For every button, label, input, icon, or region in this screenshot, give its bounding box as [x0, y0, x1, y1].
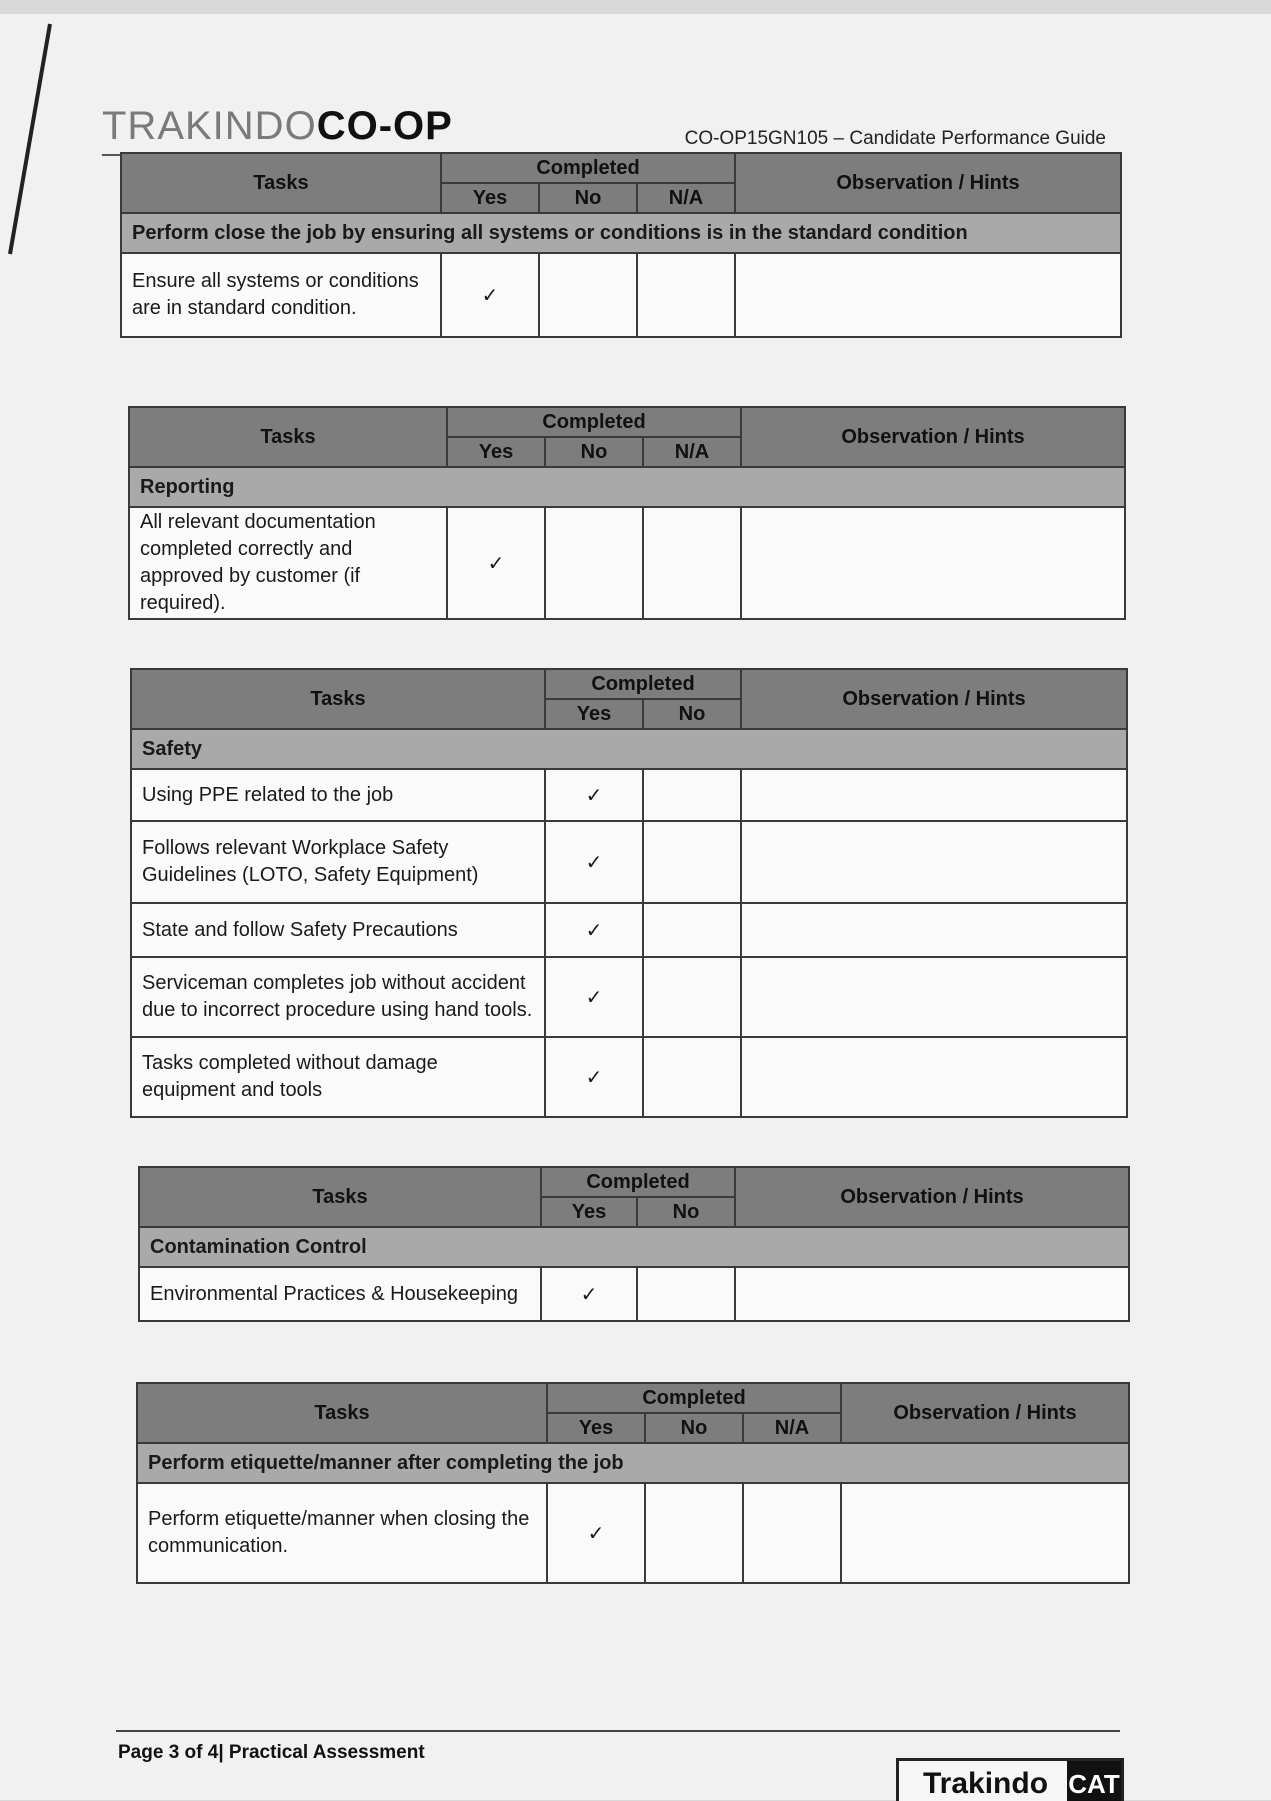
task-table-etiquette	[136, 1382, 1130, 1584]
no-cell	[643, 1037, 741, 1117]
yes-check-icon: ✓	[447, 507, 545, 619]
observation-cell	[735, 1267, 1129, 1321]
na-header: N/A	[643, 437, 741, 467]
task-text: Using PPE related to the job	[131, 769, 545, 821]
logo-text-light: TRAKINDO	[102, 104, 317, 148]
task-text: Follows relevant Workplace Safety Guidelines (LOTO, Safety Equipment)	[131, 821, 545, 903]
tasks-header: Tasks	[131, 669, 545, 729]
observation-header: Observation / Hints	[735, 1167, 1129, 1227]
company-logo	[102, 104, 453, 149]
observation-cell	[741, 821, 1127, 903]
completed-header: Completed	[547, 1383, 841, 1413]
na-cell	[743, 1483, 841, 1583]
footer-brand-box: CAT	[1067, 1761, 1121, 1801]
completed-header: Completed	[541, 1167, 735, 1197]
yes-header: Yes	[541, 1197, 637, 1227]
tasks-header: Tasks	[137, 1383, 547, 1443]
yes-check-icon: ✓	[545, 821, 643, 903]
task-table-close-job	[120, 152, 1122, 338]
yes-header: Yes	[441, 183, 539, 213]
yes-check-icon: ✓	[545, 957, 643, 1037]
observation-header: Observation / Hints	[741, 407, 1125, 467]
yes-check-icon: ✓	[545, 769, 643, 821]
na-header: N/A	[637, 183, 735, 213]
no-cell	[637, 1267, 735, 1321]
task-table-reporting	[128, 406, 1126, 620]
footer-brand-text: Trakindo	[923, 1767, 1049, 1800]
no-header: No	[545, 437, 643, 467]
table-row	[131, 957, 1127, 1037]
na-header: N/A	[743, 1413, 841, 1443]
observation-header: Observation / Hints	[741, 669, 1127, 729]
no-header: No	[643, 699, 741, 729]
completed-header: Completed	[447, 407, 741, 437]
no-cell	[645, 1483, 743, 1583]
na-cell	[643, 507, 741, 619]
task-text: Environmental Practices & Housekeeping	[139, 1267, 541, 1321]
table-row	[131, 903, 1127, 957]
table-row	[129, 507, 1125, 619]
table-row	[137, 1483, 1129, 1583]
table-row	[131, 1037, 1127, 1117]
section-title: Contamination Control	[139, 1227, 1129, 1267]
no-cell	[643, 821, 741, 903]
no-header: No	[637, 1197, 735, 1227]
tasks-header: Tasks	[129, 407, 447, 467]
document-page	[0, 14, 1271, 1800]
section-title: Safety	[131, 729, 1127, 769]
task-table-safety	[130, 668, 1128, 1118]
observation-cell	[841, 1483, 1129, 1583]
document-title: CO-OP15GN105 – Candidate Performance Guide	[684, 128, 1106, 149]
no-cell	[643, 957, 741, 1037]
table-row	[121, 253, 1121, 337]
task-text: Serviceman completes job without accident due to incorrect procedure using hand tools.	[131, 957, 545, 1037]
task-table-contamination	[138, 1166, 1130, 1322]
table-row	[139, 1267, 1129, 1321]
no-cell	[643, 769, 741, 821]
completed-header: Completed	[545, 669, 741, 699]
yes-header: Yes	[447, 437, 545, 467]
table-row	[131, 821, 1127, 903]
task-text: Perform etiquette/manner when closing the communication.	[137, 1483, 547, 1583]
observation-cell	[741, 903, 1127, 957]
task-text: Tasks completed without damage equipment and tools	[131, 1037, 545, 1117]
task-text: All relevant documentation completed correctly and approved by customer (if required).	[129, 507, 447, 619]
yes-check-icon: ✓	[545, 903, 643, 957]
paper-edge-shadow	[0, 14, 60, 274]
table-row	[131, 769, 1127, 821]
observation-cell	[735, 253, 1121, 337]
no-cell	[643, 903, 741, 957]
na-cell	[637, 253, 735, 337]
page-header	[102, 94, 1116, 156]
completed-header: Completed	[441, 153, 735, 183]
no-header: No	[645, 1413, 743, 1443]
observation-cell	[741, 1037, 1127, 1117]
yes-check-icon: ✓	[541, 1267, 637, 1321]
observation-cell	[741, 769, 1127, 821]
observation-cell	[741, 507, 1125, 619]
tasks-header: Tasks	[121, 153, 441, 213]
task-text: Ensure all systems or conditions are in standard condition.	[121, 253, 441, 337]
logo-text-bold: CO-OP	[316, 104, 453, 148]
observation-header: Observation / Hints	[735, 153, 1121, 213]
yes-check-icon: ✓	[545, 1037, 643, 1117]
section-title: Perform close the job by ensuring all systems or conditions is in the standard condition	[121, 213, 1121, 253]
section-title: Perform etiquette/manner after completing the job	[137, 1443, 1129, 1483]
page-info: Page 3 of 4| Practical Assessment	[118, 1742, 425, 1763]
yes-header: Yes	[545, 699, 643, 729]
section-title: Reporting	[129, 467, 1125, 507]
footer-brand	[896, 1758, 1124, 1801]
yes-check-icon: ✓	[547, 1483, 645, 1583]
tasks-header: Tasks	[139, 1167, 541, 1227]
no-header: No	[539, 183, 637, 213]
task-text: State and follow Safety Precautions	[131, 903, 545, 957]
no-cell	[545, 507, 643, 619]
no-cell	[539, 253, 637, 337]
yes-check-icon: ✓	[441, 253, 539, 337]
observation-header: Observation / Hints	[841, 1383, 1129, 1443]
yes-header: Yes	[547, 1413, 645, 1443]
footer-rule	[116, 1730, 1120, 1732]
observation-cell	[741, 957, 1127, 1037]
